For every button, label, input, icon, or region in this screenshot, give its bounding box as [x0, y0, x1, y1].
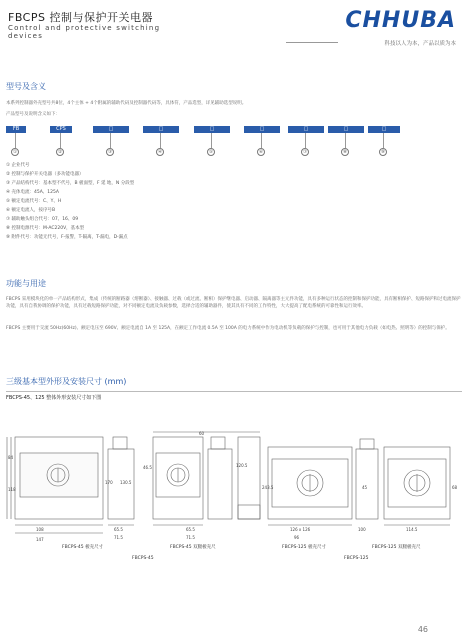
brand-logo: CHHUBA: [345, 8, 456, 33]
side-view-125: [238, 437, 260, 519]
code-number-row: [6, 148, 400, 158]
legend-item: ③ 产品结构代号：基本型不代号，B 板面型，F 延 地，N 分段型: [6, 181, 135, 186]
code-cell: □: [328, 126, 364, 133]
dim-label: 108: [36, 527, 44, 532]
code-cell: □: [143, 126, 179, 133]
side-view-45-twin: [208, 449, 232, 519]
legend-item: ⑥ 额定电流人，按序号B: [6, 208, 56, 213]
dim-label: 65.5: [114, 527, 123, 532]
caption-45-panel: FBCPS-45 板壳尺寸: [62, 545, 104, 550]
dim-label: 126 x 126: [290, 527, 311, 532]
number-circle: ⑤: [208, 150, 214, 155]
function-paragraph-2: FBCPS 主要用于交流 50Hz(60Hz)、额定电压至 690V、额定电流自 1A 至 125A，在额定工作电流 0.5A 至 100A 的电力系统中作为电动机等负载的保护与控制，也可用于其他电力负载（如电热、照明等）的控制与保护。: [6, 326, 450, 331]
dimension-drawing: [6, 429, 462, 547]
number-circle: ④: [157, 150, 163, 155]
legend-item: ⑨ 附件代号：功能无代号，F-报警，T-隔离，T-漏电，D-漏点: [6, 235, 128, 240]
caption-45-twin: FBCPS-45 双腿板壳尺: [170, 545, 216, 550]
legend-item: ⑧ 控制电源代号：M-AC220V，基本型: [6, 226, 85, 231]
dim-label: 84: [8, 455, 14, 460]
dim-label: 68: [452, 485, 458, 490]
dim-label: 71.5: [114, 535, 123, 540]
function-paragraph-1: FBCPS 采用模块化的单一产品结构形式，集成（传统的断路器（熔断器）、接触器、过载（或过流、断相）保护继电器、启动器、隔离器等主元件功能，具有多种运行状态的控制和保护功能，具有断相保护、短路保护和过电流保护功能，具有自我协调的保护功能，具有过载短路保护功能，对不同额定电流及负载参数，选择合适的辅助器件，使其具有不同的工作特性，大大提高了配电系统的可靠性和运行效率。: [6, 297, 461, 309]
dim-label: 100: [358, 527, 366, 532]
caption-125-twin: FBCPS-125 双腿板壳尺: [372, 545, 421, 550]
dim-label: 65.5: [186, 527, 195, 532]
legend-item: ② 控制与保护开关电器（多功能电器）: [6, 172, 84, 177]
caption-125: FBCPS-125: [344, 556, 369, 561]
code-cell: □: [368, 126, 400, 133]
slogan-divider: [286, 42, 338, 43]
legend-item: ⑤ 额定电流代号：C、Y、H: [6, 199, 62, 204]
dim-label: 130.5: [120, 480, 132, 485]
legend-item: ④ 壳体电流：45A、125A: [6, 190, 59, 195]
model-sub-intro: 产品型号及说明含义如下：: [6, 112, 60, 117]
dim-label: 45: [362, 485, 368, 490]
code-cell: FB: [6, 126, 26, 133]
dim-label: 96: [294, 535, 300, 540]
function-section-title: 功能与用途: [6, 279, 46, 288]
code-cell: □: [93, 126, 129, 133]
page-subtitle-en: Control and protective switching devices: [8, 24, 161, 40]
code-cell: □: [288, 126, 324, 133]
section-divider: [6, 391, 462, 392]
number-circle: ②: [57, 150, 63, 155]
caption-45: FBCPS-45: [132, 556, 154, 561]
dim-label: 60: [199, 431, 205, 436]
dimensions-subtitle: FBCPS-45、125 整体外形安装尺寸如下图: [6, 395, 102, 401]
model-section-title: 型号及含义: [6, 82, 46, 91]
dim-label: 120.5: [236, 463, 248, 468]
dimensions-section-title: 三级基本型外形及安装尺寸 (mm): [6, 377, 127, 386]
number-circle: ⑦: [302, 150, 308, 155]
code-cell: □: [244, 126, 280, 133]
brand-slogan: 科技以人为本，产品以质为本: [384, 41, 456, 47]
number-circle: ①: [12, 150, 18, 155]
dim-label: 71.5: [186, 535, 195, 540]
number-circle: ⑨: [380, 150, 386, 155]
legend-item: ① 企业代号: [6, 163, 30, 168]
dim-label: 114.5: [406, 527, 418, 532]
dim-label: 147: [36, 537, 44, 542]
page-title: FBCPS 控制与保护开关电器: [8, 11, 153, 24]
number-circle: ⑥: [258, 150, 264, 155]
number-circle: ③: [107, 150, 113, 155]
number-circle: ⑧: [342, 150, 348, 155]
legend-item: ⑦ 辅助触头组合代号：07、16、09: [6, 217, 79, 222]
code-cell: CPS: [50, 126, 72, 133]
code-cell: □: [194, 126, 230, 133]
dim-label: 46.5: [143, 465, 152, 470]
dim-label: 118: [8, 487, 16, 492]
caption-125-panel: FBCPS-125 板壳尺寸: [282, 545, 326, 550]
model-intro: 本系列控制器外壳型号共8位，4个主体 + 4个附属的辅助代码及控制器代码等，具体符，产品选型，详见辅助选型说明。: [6, 101, 247, 106]
page-number: 46: [417, 625, 428, 634]
code-connector-lines: [6, 133, 400, 148]
dim-label: 170: [105, 480, 113, 485]
dim-label: 243.5: [262, 485, 274, 490]
model-code-row: [6, 126, 400, 133]
